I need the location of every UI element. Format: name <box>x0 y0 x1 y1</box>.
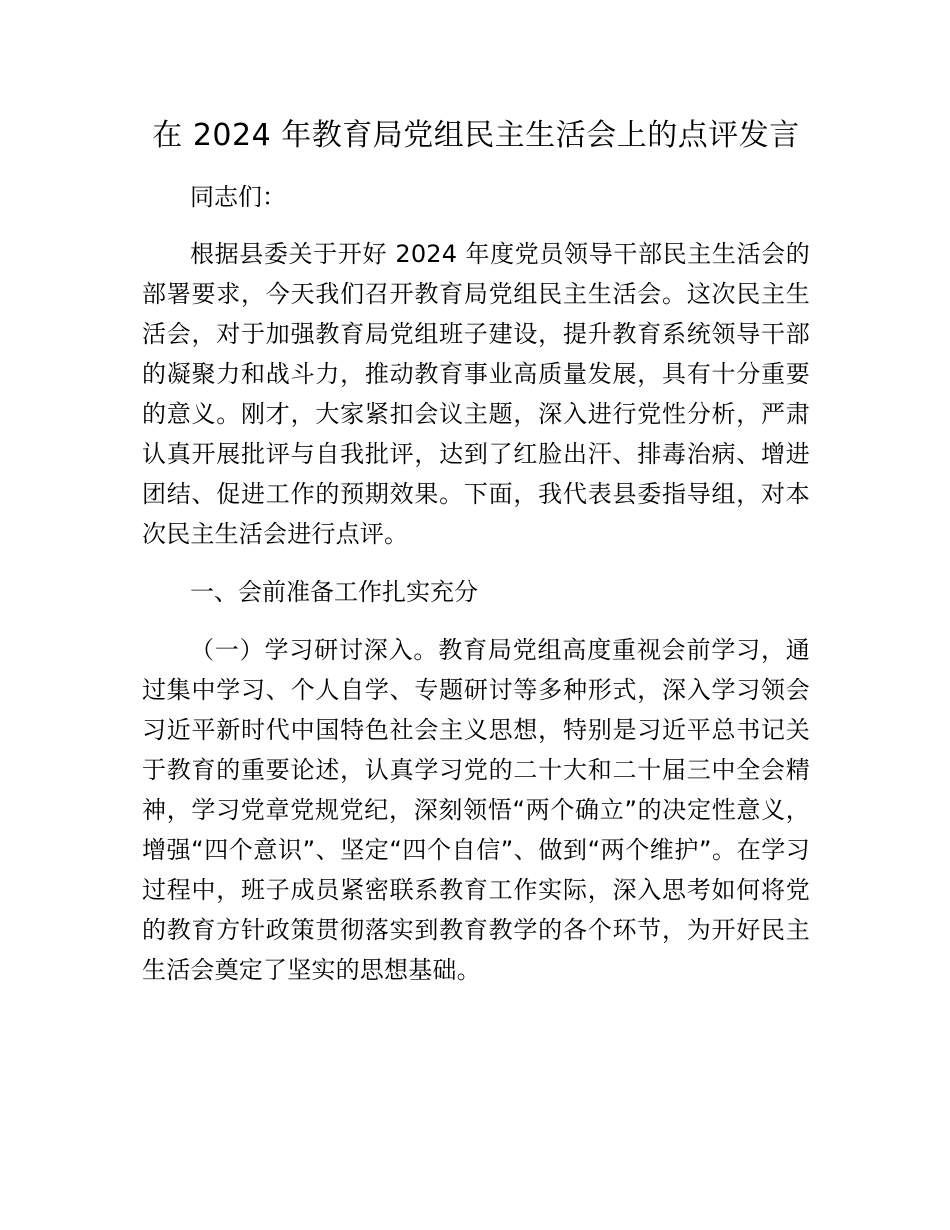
document-page <box>142 112 810 990</box>
intro-paragraph: 根据县委关于开好 2024 年度党员领导干部民主生活会的部署要求，今天我们召开教育局党组民主生活会。这次民主生活会，对于加强教育局党组班子建设，提升教育系统领导干部的凝聚力和战斗力，推动教育事业高质量发展，具有十分重要的意义。刚才，大家紧扣会议主题，深入进行党性分析，严肃认真开展批评与自我批评，达到了红脸出汗、排毒治病、增进团结、促进工作的预期效果。下面，我代表县委指导组，对本次民主生活会进行点评。 <box>142 240 810 548</box>
document-title: 在 2024 年教育局党组民主生活会上的点评发言 <box>152 118 800 153</box>
salutation: 同志们： <box>190 183 286 211</box>
section-heading: 一、会前准备工作扎实充分 <box>190 578 478 606</box>
study-paragraph: （一）学习研讨深入。教育局党组高度重视会前学习，通过集中学习、个人自学、专题研讨等多种形式，深入学习领会习近平新时代中国特色社会主义思想，特别是习近平总书记关于教育的重要论述，认真学习党的二十大和二十届三中全会精神，学习党章党规党纪，深刻领悟“两个确立”的决定性意义，增强“四个意识”、坚定“四个自信”、做到“两个维护”。在学习过程中，班子成员紧密联系教育工作实际，深入思考如何将党的教育方针政策贯彻落实到教育教学的各个环节，为开好民主生活会奠定了坚实的思想基础。 <box>142 636 810 984</box>
